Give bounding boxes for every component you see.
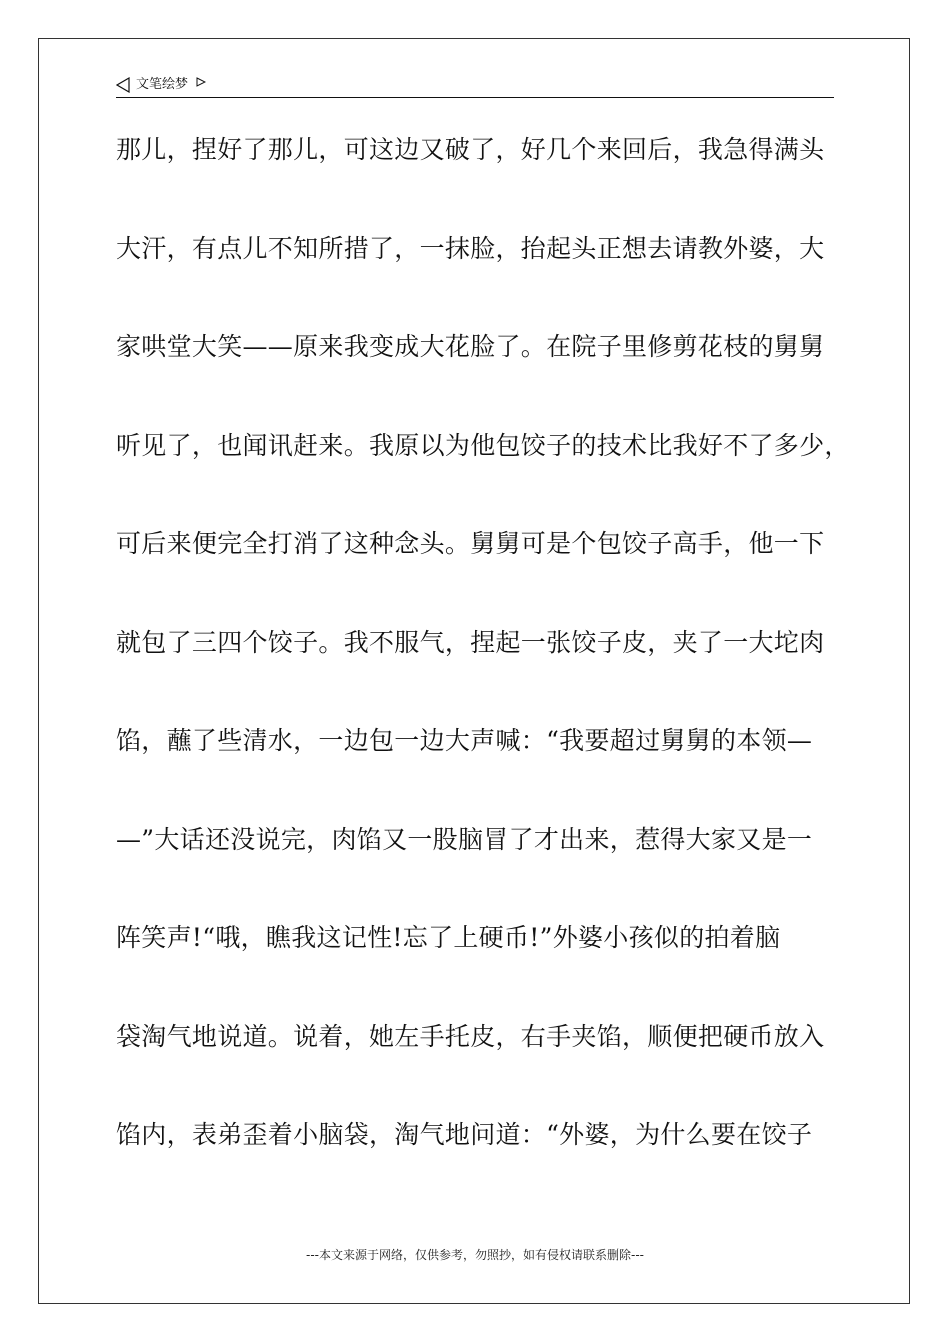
document-body: [116, 101, 856, 1185]
triangle-right-icon: [196, 77, 206, 87]
triangle-left-icon: [116, 77, 130, 93]
footer-disclaimer: ---本文来源于网络，仅供参考，勿照抄，如有侵权请联系删除---: [306, 1248, 644, 1262]
page-header: [116, 72, 834, 98]
text-line: 可后来便完全打消了这种念头。舅舅可是个包饺子高手，他一下: [116, 529, 825, 558]
header-title: 文笔绘梦: [136, 77, 189, 92]
text-line: 就包了三四个饺子。我不服气，捏起一张饺子皮，夹了一大坨肉: [116, 627, 825, 657]
text-line: 听见了，也闻讯赶来。我原以为他包饺子的技术比我好不了多少，: [116, 430, 850, 460]
text-line: 馅，蘸了些清水，一边包一边大声喊：“我要超过舅舅的本领—: [116, 726, 813, 755]
text-line: —”大话还没说完，肉馅又一股脑冒了才出来，惹得大家又是一: [116, 824, 813, 854]
text-line: 大汗，有点儿不知所措了，一抹脸，抬起头正想去请教外婆，大: [116, 233, 825, 263]
text-line: 那儿，捏好了那儿，可这边又破了，好几个来回后，我急得满头: [116, 135, 825, 164]
text-line: 馅内，表弟歪着小脑袋，淘气地问道：“外婆，为什么要在饺子: [116, 1120, 813, 1149]
text-line: 袋淘气地说道。说着，她左手托皮，右手夹馅，顺便把硬币放入: [116, 1021, 825, 1051]
text-line: 阵笑声!“哦，瞧我这记性!忘了上硬币!”外婆小孩似的拍着脑: [116, 923, 781, 952]
text-line: 家哄堂大笑——原来我变成大花脸了。在院子里修剪花枝的舅舅: [116, 332, 825, 361]
